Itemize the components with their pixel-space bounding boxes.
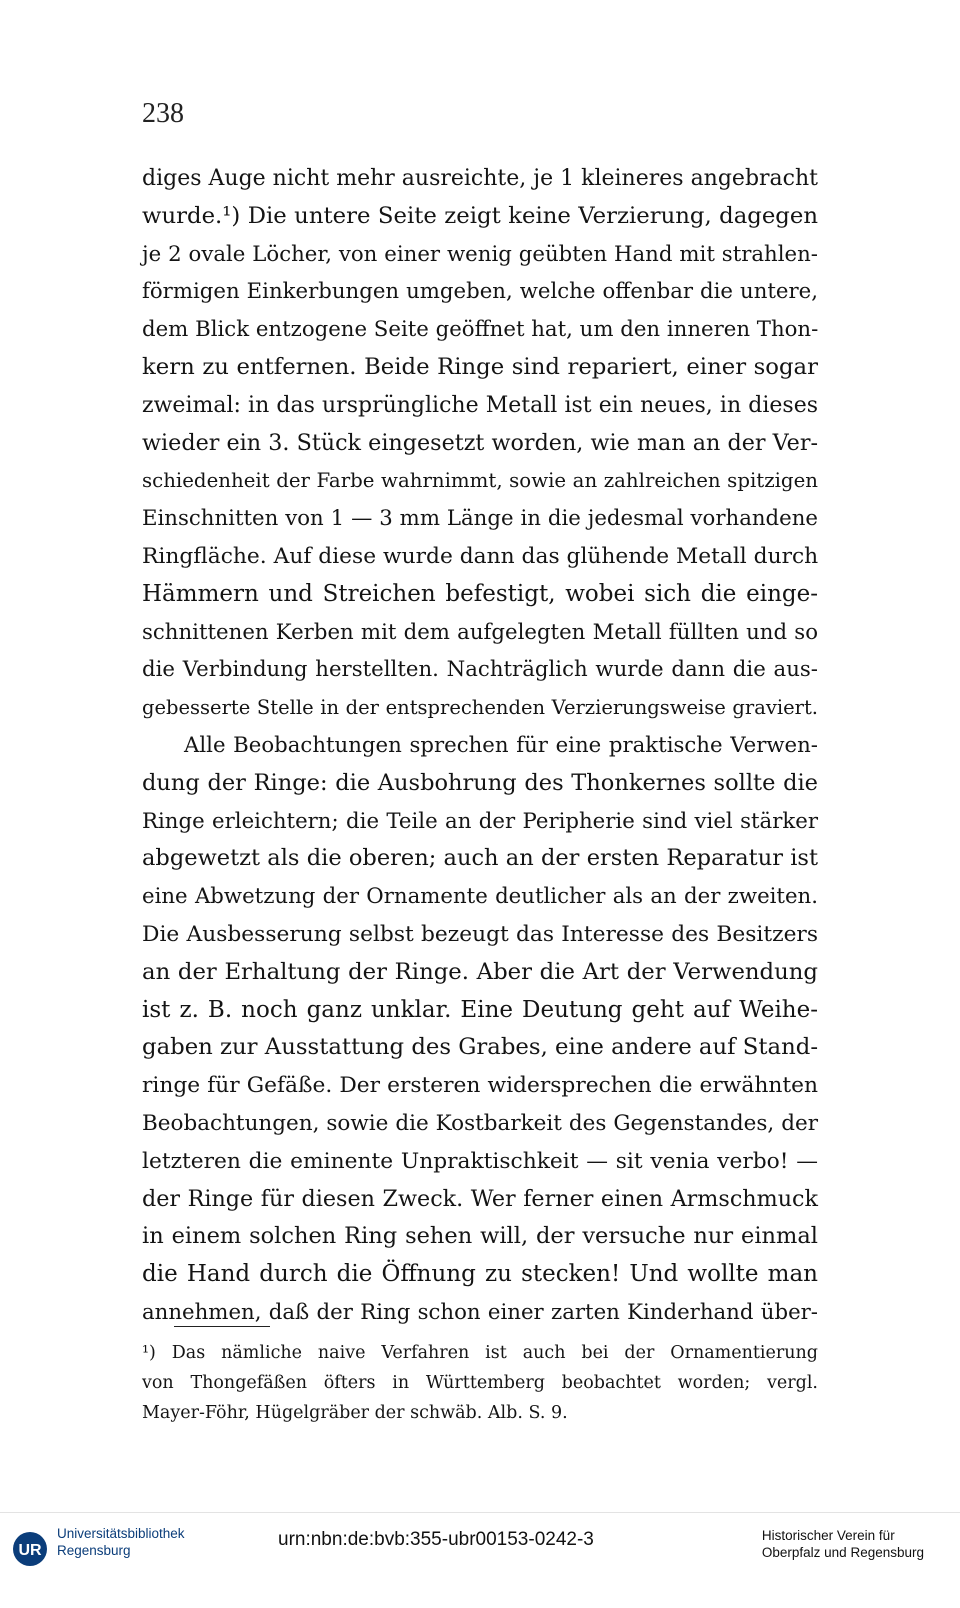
- text-line: zweimal: in das ursprüngliche Metall ist ein neues, in dieses: [142, 392, 818, 418]
- text-line: Alle Beobachtungen sprechen für eine praktische Verwen-: [184, 732, 818, 758]
- text-line: Ringfläche. Auf diese wurde dann das glühende Metall durch: [142, 543, 819, 569]
- text-line: dem Blick entzogene Seite geöffnet hat, um den inneren Thon-: [142, 317, 819, 343]
- text-line: gaben zur Ausstattung des Grabes, eine andere auf Stand-: [142, 1034, 818, 1061]
- text-line: ringe für Gefäße. Der ersteren widersprechen die erwähnten: [142, 1073, 818, 1099]
- text-line: ist z. B. noch ganz unklar. Eine Deutung geht auf Weihe-: [142, 996, 818, 1023]
- footnote-line: Mayer-Föhr, Hügelgräber der schwäb. Alb. S. 9.: [142, 1403, 568, 1423]
- society-name[interactable]: [762, 1527, 924, 1561]
- text-line: an der Erhaltung der Ringe. Aber die Art der Verwendung: [142, 958, 818, 985]
- university-library-logo-icon: [12, 1531, 48, 1567]
- logo-text: UR: [18, 1542, 42, 1559]
- text-line: Die Ausbesserung selbst bezeugt das Interesse des Besitzers: [142, 921, 818, 947]
- text-line: förmigen Einkerbungen umgeben, welche offenbar die untere,: [142, 279, 818, 305]
- footnote-line: ¹) Das nämliche naive Verfahren ist auch bei der Ornamentierung: [142, 1343, 818, 1363]
- society-name-line2: Oberpfalz und Regensburg: [761, 1545, 924, 1560]
- footnote: [142, 1338, 818, 1428]
- text-line: Ringe erleichtern; die Teile an der Peripherie sind viel stärker: [142, 808, 818, 834]
- library-name-line1: Universitätsbibliothek: [57, 1526, 185, 1541]
- urn-identifier[interactable]: urn:nbn:de:bvb:355-ubr00153-0242-3: [278, 1529, 594, 1550]
- text-line: die Hand durch die Öffnung zu stecken! Und wollte man: [142, 1261, 818, 1288]
- text-line: Beobachtungen, sowie die Kostbarkeit des Gegenstandes, der: [142, 1110, 818, 1136]
- text-line: dung der Ringe: die Ausbohrung des Thonkernes sollte die: [142, 769, 818, 796]
- text-line: schnittenen Kerben mit dem aufgelegten Metall füllten und so: [142, 619, 818, 645]
- text-line: annehmen, daß der Ring schon einer zarten Kinderhand über-: [142, 1299, 818, 1325]
- body-text: [142, 160, 818, 1332]
- text-line: je 2 ovale Löcher, von einer wenig geübten Hand mit strahlen-: [142, 241, 818, 267]
- text-line: eine Abwetzung der Ornamente deutlicher als an der zweiten.: [142, 884, 818, 910]
- footer: [0, 1512, 960, 1608]
- text-line: abgewetzt als die oberen; auch an der ersten Reparatur ist: [142, 845, 818, 872]
- text-line: in einem solchen Ring sehen will, der versuche nur einmal: [142, 1223, 818, 1250]
- text-line: wieder ein 3. Stück eingesetzt worden, wie man an der Ver-: [142, 429, 818, 456]
- text-line: gebesserte Stelle in der entsprechenden Verzierungsweise graviert.: [142, 696, 818, 720]
- footnote-line: von Thongefäßen öfters in Württemberg beobachtet worden; vergl.: [142, 1373, 818, 1393]
- page-number: 238: [142, 98, 184, 129]
- footnote-divider: [174, 1326, 270, 1327]
- society-name-line1: Historischer Verein für: [761, 1528, 895, 1543]
- library-name[interactable]: [57, 1525, 185, 1559]
- text-line: letzteren die eminente Unpraktischkeit — sit venia verbo! —: [142, 1148, 818, 1174]
- text-line: wurde.¹) Die untere Seite zeigt keine Verzierung, dagegen: [142, 202, 818, 229]
- text-line: kern zu entfernen. Beide Ringe sind repariert, einer sogar: [142, 353, 818, 380]
- text-line: diges Auge nicht mehr ausreichte, je 1 kleineres angebracht: [142, 166, 818, 191]
- text-line: die Verbindung herstellten. Nachträglich wurde dann die aus-: [142, 657, 818, 683]
- text-line: der Ringe für diesen Zweck. Wer ferner einen Armschmuck: [142, 1185, 818, 1212]
- library-name-line2: Regensburg: [57, 1543, 131, 1558]
- text-line: Einschnitten von 1 — 3 mm Länge in die jedesmal vorhandene: [142, 506, 818, 532]
- text-line: Hämmern und Streichen befestigt, wobei sich die einge-: [142, 580, 818, 607]
- text-line: schiedenheit der Farbe wahrnimmt, sowie an zahlreichen spitzigen: [142, 469, 818, 493]
